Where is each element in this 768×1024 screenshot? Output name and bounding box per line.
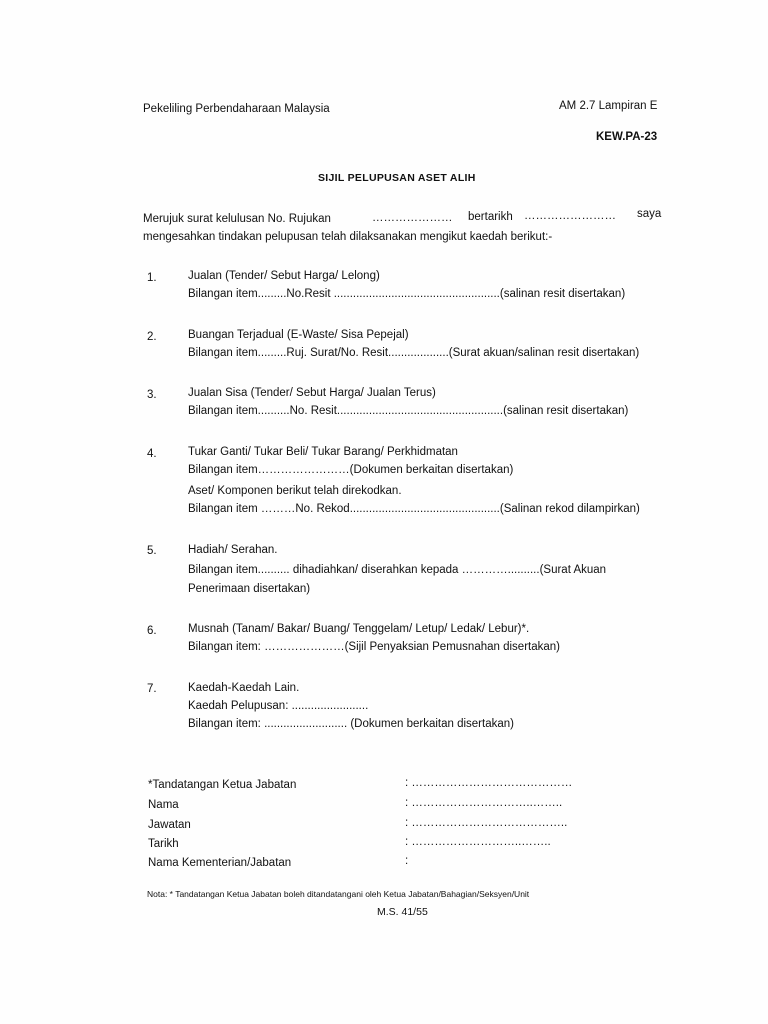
intro-blank-date: …………………… <box>524 210 616 222</box>
item-number: 7. <box>147 683 157 695</box>
item-detail-line: Bilangan item.......... dihadiahkan/ diserahkan kepada …………..........(Surat Akuan <box>188 564 607 576</box>
item-heading: Jualan Sisa (Tender/ Sebut Harga/ Jualan Terus) <box>188 387 436 399</box>
item-detail-line: Bilangan item ………No. Rekod...............................................(Salinan rekod dilampirkan) <box>188 503 640 515</box>
appendix-ref: AM 2.7 Lampiran E <box>559 100 658 112</box>
document-title: SIJIL PELUPUSAN ASET ALIH <box>318 172 476 184</box>
item-detail-line: Bilangan item……………………(Dokumen berkaitan disertakan) <box>188 464 514 476</box>
ministry-label: Nama Kementerian/Jabatan <box>148 857 292 869</box>
intro-blank-ref: ………………… <box>372 212 453 224</box>
position-field: : ………………………………….. <box>405 817 568 829</box>
item-heading: Buangan Terjadual (E-Waste/ Sisa Pepejal) <box>188 329 409 341</box>
item-number: 3. <box>147 389 157 401</box>
page-number: M.S. 41/55 <box>377 906 428 918</box>
item-number: 6. <box>147 625 157 637</box>
item-number: 5. <box>147 545 157 557</box>
item-detail-line: Bilangan item..........No. Resit....................................................(salinan resit disertakan) <box>188 405 629 417</box>
signature-field: : …………………………………… <box>405 777 573 789</box>
intro-text-c: bertarikh <box>468 211 513 223</box>
circular-title: Pekeliling Perbendaharaan Malaysia <box>143 103 330 115</box>
name-field: : …………………………..…….. <box>405 797 563 809</box>
footnote: Nota: * Tandatangan Ketua Jabatan boleh ditandatangani oleh Ketua Jabatan/Bahagian/Seksyen/Unit <box>147 889 530 899</box>
item-detail-line: Bilangan item.........Ruj. Surat/No. Resit...................(Surat akuan/salinan resit disertakan) <box>188 347 640 359</box>
form-code: KEW.PA-23 <box>596 131 658 143</box>
item-detail-line: Bilangan item: …………………(Sijil Penyaksian Pemusnahan disertakan) <box>188 641 560 653</box>
item-detail-line: Penerimaan disertakan) <box>188 583 311 595</box>
date-field: : ………………………..…….. <box>405 836 551 848</box>
item-heading: Tukar Ganti/ Tukar Beli/ Tukar Barang/ Perkhidmatan <box>188 446 458 458</box>
signature-label: *Tandatangan Ketua Jabatan <box>148 779 297 791</box>
item-number: 4. <box>147 448 157 460</box>
item-detail-line: Kaedah Pelupusan: ........................ <box>188 700 369 712</box>
item-number: 2. <box>147 331 157 343</box>
item-heading: Hadiah/ Serahan. <box>188 544 278 556</box>
intro-line-2: mengesahkan tindakan pelupusan telah dilaksanakan mengikut kaedah berikut:- <box>143 231 553 243</box>
item-detail-line: Aset/ Komponen berikut telah direkodkan. <box>188 485 402 497</box>
intro-text-a: Merujuk surat kelulusan No. Rujukan <box>143 213 331 225</box>
item-heading: Musnah (Tanam/ Bakar/ Buang/ Tenggelam/ Letup/ Ledak/ Lebur)*. <box>188 623 530 635</box>
item-heading: Jualan (Tender/ Sebut Harga/ Lelong) <box>188 270 380 282</box>
item-detail-line: Bilangan item: .......................... (Dokumen berkaitan disertakan) <box>188 718 514 730</box>
item-number: 1. <box>147 272 157 284</box>
intro-text-e: saya <box>637 208 662 220</box>
item-detail-line: Bilangan item.........No.Resit ....................................................(salinan resit disertakan) <box>188 288 626 300</box>
item-heading: Kaedah-Kaedah Lain. <box>188 682 300 694</box>
ministry-field: : <box>405 855 409 867</box>
date-label: Tarikh <box>148 838 179 850</box>
position-label: Jawatan <box>148 819 191 831</box>
name-label: Nama <box>148 799 179 811</box>
